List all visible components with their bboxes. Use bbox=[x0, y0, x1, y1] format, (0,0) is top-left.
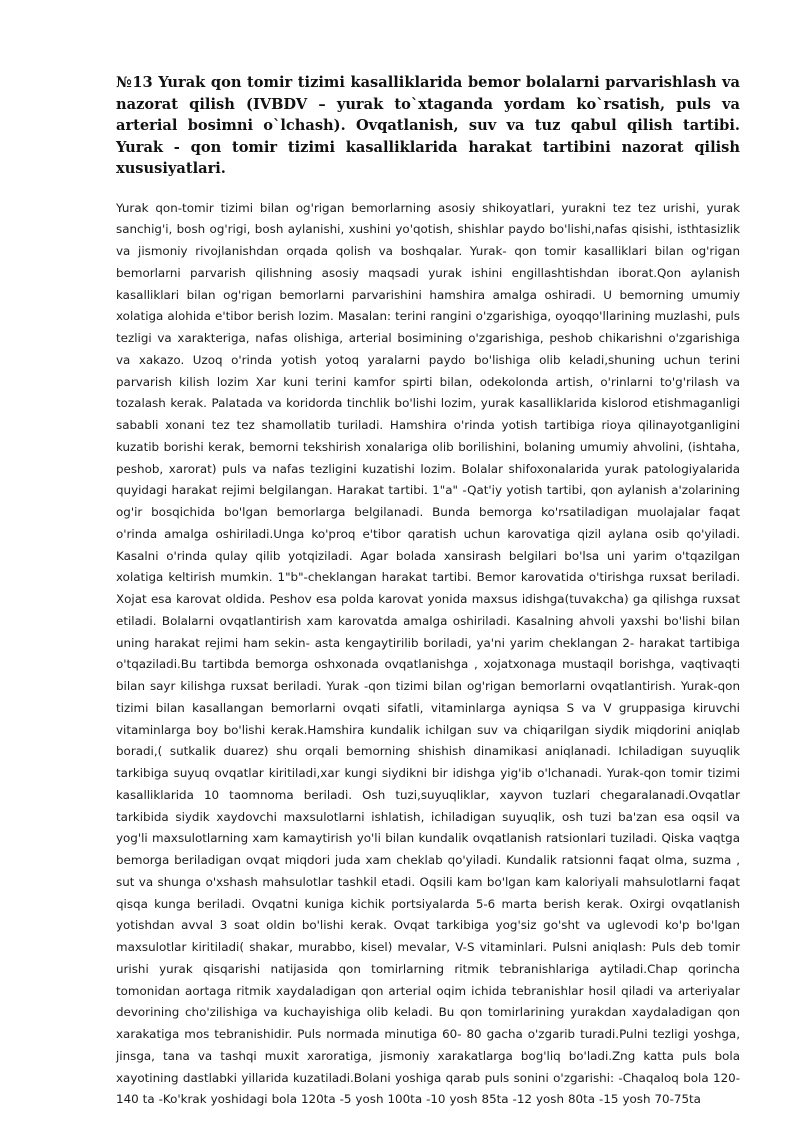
document-title: №13 Yurak qon tomir tizimi kasalliklarida bemor bolalarni parvarishlash va nazorat qilish (IVBDV – yurak to`xtaganda yordam ko`rsatish, puls va arterial bosimni o`lchash). Ovqatlanish, suv va tuz qabul qilish tartibi. Yurak - qon tomir tizimi kasalliklarida harakat tartibini nazorat qilish xususiyatlari. bbox=[116, 74, 740, 177]
document-body-paragraph: Yurak qon-tomir tizimi bilan og'rigan bemorlarning asosiy shikoyatlari, yurakni tez tez urishi, yurak sanchig'i, bosh og'rigi, bosh aylanishi, xushini yo'qotish, shishlar paydo bo'lishi,nafas qisishi, isthtasizlik va jismoniy rivojlanishdan orqada qolish va boshqalar. Yurak- qon tomir kasalliklari bilan og'rigan bemorlarni parvarish qilishning asosiy maqsadi yurak ishini engillashtishdan iborat.Qon aylanish kasalliklari bilan og'rigan bemorlarni parvarishini hamshira amalga oshiradi. U bemorning umumiy xolatiga alohida e'tibor berish lozim. Masalan: terini rangini o'zgarishiga, oyoqqo'llarining muzlashi, puls tezligi va xarakteriga, nafas olishiga, arterial bosimining o'zgarishiga, peshob chikarishni o'zgarishiga va xakazo. Uzoq o'rinda yotish yotoq yaralarni paydo bo'lishiga olib keladi,shuning uchun terini parvarish kilish lozim Xar kuni terini kamfor spirti bilan, odekolonda artish, o'rinlarni to'g'rilash va tozalash kerak. Palatada va koridorda tinchlik bo'lishi lozim, yurak kasalliklarida kislorod etishmaganligi sababli xonani tez tez shamollatib turiladi. Hamshira o'rinda yotish tartibiga rioya qilinayotganligini kuzatib borishi kerak, bemorni tekshirish xonalariga olib borilishini, bolaning umumiy ahvolini, (ishtaha, peshob, xarorat) puls va nafas tezligini kuzatishi lozim. Bolalar shifoxonalarida yurak patologiyalarida quyidagi harakat rejimi belgilangan. Harakat tartibi. 1"a" -Qat'iy yotish tartibi, qon aylanish a'zolarining og'ir bosqichida bo'lgan bemorlarga belgilanadi. Bunda bemorga ko'rsatiladigan muolajalar faqat o'rinda amalga oshiriladi.Unga ko'proq e'tibor qaratish uchun karovatiga qizil aylana osib qo'yiladi. Kasalni o'rinda qulay qilib yotqiziladi. Agar bolada xansirash belgilari bo'lsa uni yarim o'tqazilgan xolatiga keltirish mumkin. 1"b"-cheklangan harakat tartibi. Bemor karovatida o'tirishga ruxsat beriladi. Xojat esa karovat oldida. Peshov esa polda karovat yonida maxsus idishga(tuvakcha) ga qilishga ruxsat etiladi. Bolalarni ovqatlantirish xam karovatda amalga oshiriladi. Kasalning ahvoli yaxshi bo'lishi bilan uning harakat rejimi ham sekin- asta kengaytirilib boriladi, ya'ni yarim cheklangan 2- harakat tartibiga o'tqaziladi.Bu tartibda bemorga oshxonada ovqatlanishga , xojatxonaga mustaqil borishga, vaqtivaqti bilan sayr kilishga ruxsat beriladi. Yurak -qon tizimi bilan og'rigan bemorlarni ovqatlantirish. Yurak-qon tizimi bilan kasallangan bemorlarni ovqati sifatli, vitaminlarga ayniqsa S va V gruppasiga kiruvchi vitaminlarga boy bo'lishi kerak.Hamshira kundalik ichilgan suv va chiqarilgan siydik miqdorini aniqlab boradi,( sutkalik duarez) shu orqali bemorning shishish dinamikasi aniqlanadi. Ichiladigan suyuqlik tarkibiga suyuq ovqatlar kiritiladi,xar kungi siydikni bir idishga yig'ib o'lchanadi. Yurak-qon tomir tizimi kasalliklarida 10 taomnoma beriladi. Osh tuzi,suyuqliklar, xayvon tuzlari chegaralanadi.Ovqatlar tarkibida siydik xaydovchi maxsulotlarni ishlatish, ichiladigan suyuqlik, osh tuzi ba'zan esa oqsil va yog'li maxsulotlarning xam kamaytirish yo'li bilan kundalik ovqatlanish ratsionlari tuziladi. Qiska vaqtga bemorga beriladigan ovqat miqdori juda xam cheklab qo'yiladi. Kundalik ratsionni faqat olma, suzma , sut va shunga o'xshash mahsulotlar tashkil etadi. Oqsili kam bo'lgan kam kaloriyali mahsulotlarni faqat qisqa kunga beriladi. Ovqatni kuniga kichik portsiyalarda 5-6 marta berish kerak. Oxirgi ovqatlanish yotishdan avval 3 soat oldin bo'lishi kerak. Ovqat tarkibiga yog'siz go'sht va uglevodi ko'p bo'lgan maxsulotlar kiritiladi( shakar, murabbo, kisel) mevalar, V-S vitaminlari. Pulsni aniqlash: Puls deb tomir urishi yurak qisqarishi natijasida qon tomirlarning ritmik tebranishlariga aytiladi.Chap qorincha tomonidan aortaga ritmik xaydaladigan qon arterial oqim ichida tebranishlar hosil qiladi va arteriyalar devorining cho'zilishiga va kuchayishiga olib keladi. Bu qon tomirlarining yurakdan xaydaladigan qon xarakatiga mos tebranishidir. Puls normada minutiga 60- 80 gacha o'zgarib turadi.Pulni tezligi yoshga, jinsga, tana va tashqi muxit xaroratiga, jismoniy xarakatlarga bog'liq bo'ladi.Zng katta puls bola xayotining dastlabki yillarida kuzatiladi.Bolani yoshiga qarab puls sonini o'zgarishi: -Chaqaloq bola 120-140 ta -Ko'krak yoshidagi bola 120ta -5 yosh 100ta -10 yosh 85ta -12 yosh 80ta -15 yosh 70-75ta bbox=[116, 200, 740, 1107]
